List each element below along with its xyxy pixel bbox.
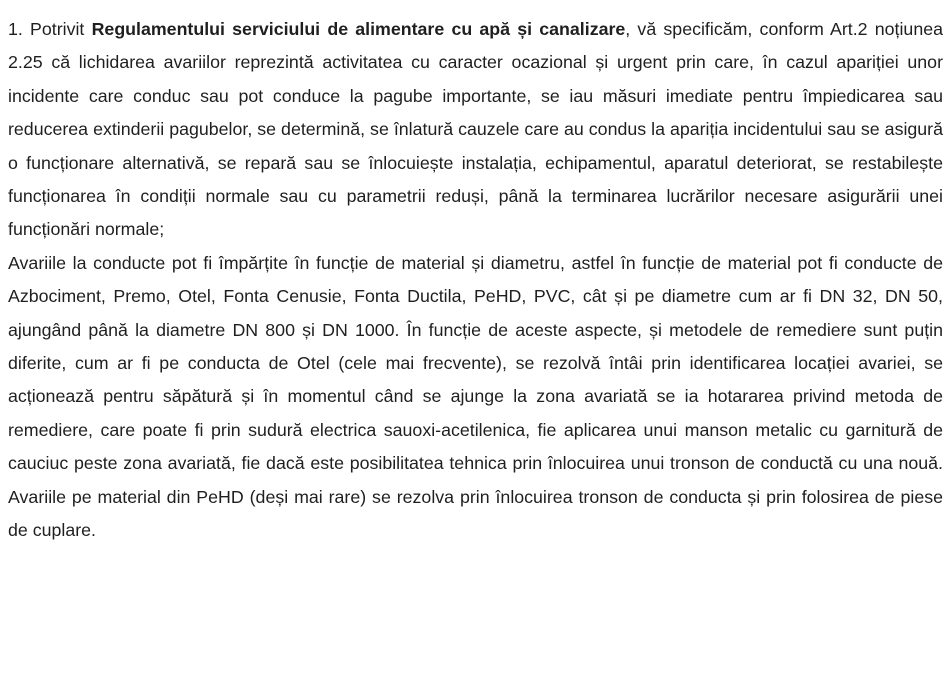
paragraph-pipe-failures: Avariile la conducte pot fi împărțite în funcție de material și diametru, astfel în funcție de material pot fi conducte de Azbociment, Premo, Otel, Fonta Cenusie, Fonta Ductila, PeHD, PVC, cât și pe diametre cum ar fi DN 32, DN 50, ajungând până la diametre DN 800 și DN 1000. În funcție de aceste aspecte, și metodele de remediere sunt puțin diferite, cum ar fi pe conducta de Otel (cele mai frecvente), se rezolvă întâi prin identificarea locației avariei, se acționează pentru săpătură și în momentul când se ajunge la zona avariată se ia hotararea privind metoda de remediere, care poate fi prin sudură electrica sauoxi-acetilenica, fie aplicarea unui manson metalic cu garnitură de cauciuc peste zona avariată, fie dacă este posibilitatea tehnica prin înlocuirea unui tronson de conductă cu una nouă. Avariile pe material din PeHD (deși mai rare) se rezolva prin înlocuirea tronson de conducta și prin folosirea de piese de cuplare.: [8, 252, 943, 541]
paragraph-regulation-text: , vă specificăm, conform Art.2 noțiunea 2.25 că lichidarea avariilor reprezintă activitatea cu caracter ocazional și urgent prin care, în cazul apariției unor incidente care conduc sau pot conduce la pagube importante, se iau măsuri imediate pentru împiedicarea sau reducerea extinderii pagubelor, se determină, se înlatură cauzele care au condus la apariția incidentului sau se asigură o funcționare alternativă, se repară sau se înlocuiește instalația, echipamentul, aparatul deteriorat, se restabilește funcționarea în condiții normale sau cu parametrii reduși, până la terminarea lucrărilor necesare asigurării unei funcționări normale;: [8, 19, 943, 240]
paragraph-number-prefix: 1. Potrivit: [8, 19, 92, 39]
regulation-title: Regulamentului serviciului de alimentare cu apă și canalizare: [91, 19, 626, 39]
paragraph-regulation: [8, 13, 943, 247]
